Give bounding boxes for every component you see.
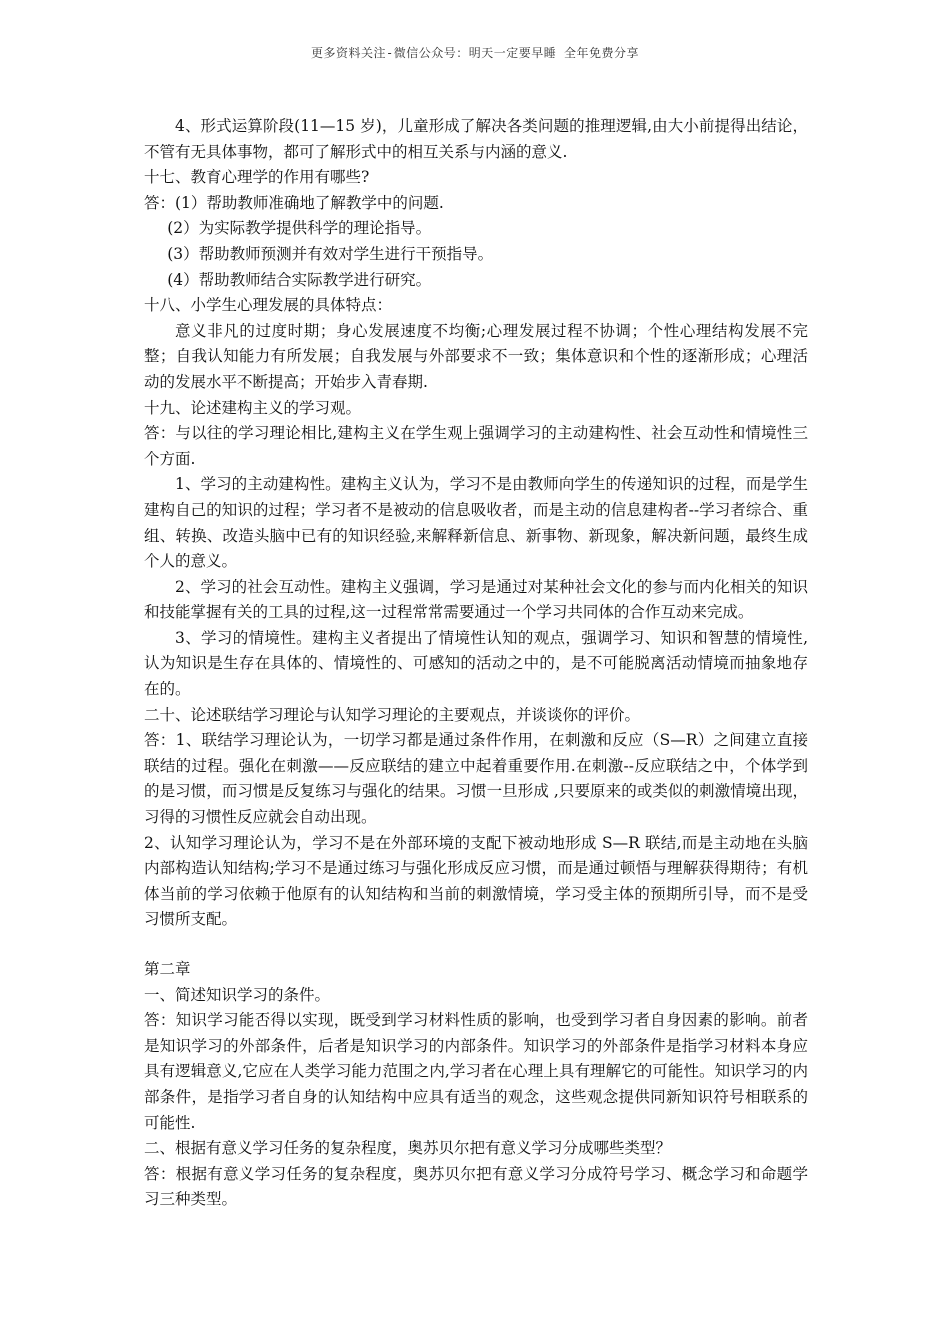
section-heading: 二十、论述联结学习理论与认知学习理论的主要观点，并谈谈你的评价。 [144, 705, 641, 724]
answer-item: (3）帮助教师预测并有效对学生进行干预指导。 [167, 244, 494, 263]
paragraph: 答：与以往的学习理论相比,建构主义在学生观上强调学习的主动建构性、社会互动性和情境性三个方面. [144, 424, 808, 468]
document-body [144, 114, 808, 1213]
paragraph: 4、形式运算阶段(11—15 岁)，儿童形成了解决各类问题的推理逻辑,由大小前提得出结论，不管有无具体事物，都可了解形式中的相互关系与内涵的意义. [144, 117, 808, 161]
paragraph: 3、学习的情境性。建构主义者提出了情境性认知的观点，强调学习、知识和智慧的情境性,认为知识是生存在具体的、情境性的、可感知的活动之中的，是不可能脱离活动情境而抽象地存在的。 [144, 628, 808, 699]
section-heading: 一、简述知识学习的条件。 [144, 985, 331, 1004]
paragraph: 2、认知学习理论认为，学习不是在外部环境的支配下被动地形成 S—R 联结,而是主动地在头脑内部构造认知结构;学习不是通过练习与强化形成反应习惯，而是通过顿悟与理解获得期待；有机体当前的学习依赖于他原有的认知结构和当前的刺激情境，学习受主体的预期所引导，而不是受习惯所支配。 [144, 833, 808, 929]
section-heading: 二、根据有意义学习任务的复杂程度，奥苏贝尔把有意义学习分成哪些类型？ [144, 1139, 672, 1158]
paragraph: 答：根据有意义学习任务的复杂程度，奥苏贝尔把有意义学习分成符号学习、概念学习和命题学习三种类型。 [144, 1164, 808, 1209]
section-heading: 十九、论述建构主义的学习观。 [144, 398, 362, 417]
paragraph: 意义非凡的过度时期；身心发展速度不均衡;心理发展过程不协调；个性心理结构发展不完整；自我认知能力有所发展；自我发展与外部要求不一致；集体意识和个性的逐渐形成；心理活动的发展水平不断提高；开始步入青春期. [144, 321, 808, 391]
spacer [144, 933, 808, 957]
section-heading: 十八、小学生心理发展的具体特点： [144, 296, 393, 315]
page-header: 更多资料关注-微信公众号：明天一定要早睡 全年免费分享 [311, 46, 639, 60]
answer-item: (2）为实际教学提供科学的理论指导。 [167, 219, 432, 238]
paragraph: 答：1、联结学习理论认为，一切学习都是通过条件作用，在刺激和反应（S—R）之间建立直接联结的过程。强化在刺激——反应联结的建立中起着重要作用.在刺激--反应联结之中，个体学到的是习惯，而习惯是反复练习与强化的结果。习惯一旦形成 ,只要原来的或类似的刺激情境出现，习得的习惯性反应就会自动出现。 [144, 731, 808, 827]
chapter-title: 第二章 [144, 960, 191, 978]
paragraph: 答：知识学习能否得以实现，既受到学习材料性质的影响，也受到学习者自身因素的影响。前者是知识学习的外部条件，后者是知识学习的内部条件。知识学习的外部条件是指学习材料本身应具有逻辑意义,它应在人类学习能力范围之内,学习者在心理上具有理解它的可能性。知识学习的内部条件，是指学习者自身的认知结构中应具有适当的观念，这些观念提供同新知识符号相联系的可能性. [144, 1011, 808, 1132]
paragraph: 1、学习的主动建构性。建构主义认为，学习不是由教师向学生的传递知识的过程，而是学生建构自己的知识的过程；学习者不是被动的信息吸收者，而是主动的信息建构者--学习者综合、重组、转换、改造头脑中已有的知识经验,来解释新信息、新事物、新现象，解决新问题，最终生成个人的意义。 [144, 475, 808, 571]
section-heading: 十七、教育心理学的作用有哪些? [144, 168, 370, 187]
paragraph: 2、学习的社会互动性。建构主义强调，学习是通过对某种社会文化的参与而内化相关的知识和技能掌握有关的工具的过程,这一过程常常需要通过一个学习共同体的合作互动来完成。 [144, 577, 808, 622]
answer-item: 答：(1）帮助教师准确地了解教学中的问题. [144, 193, 444, 212]
answer-item: (4）帮助教师结合实际教学进行研究。 [167, 270, 432, 289]
